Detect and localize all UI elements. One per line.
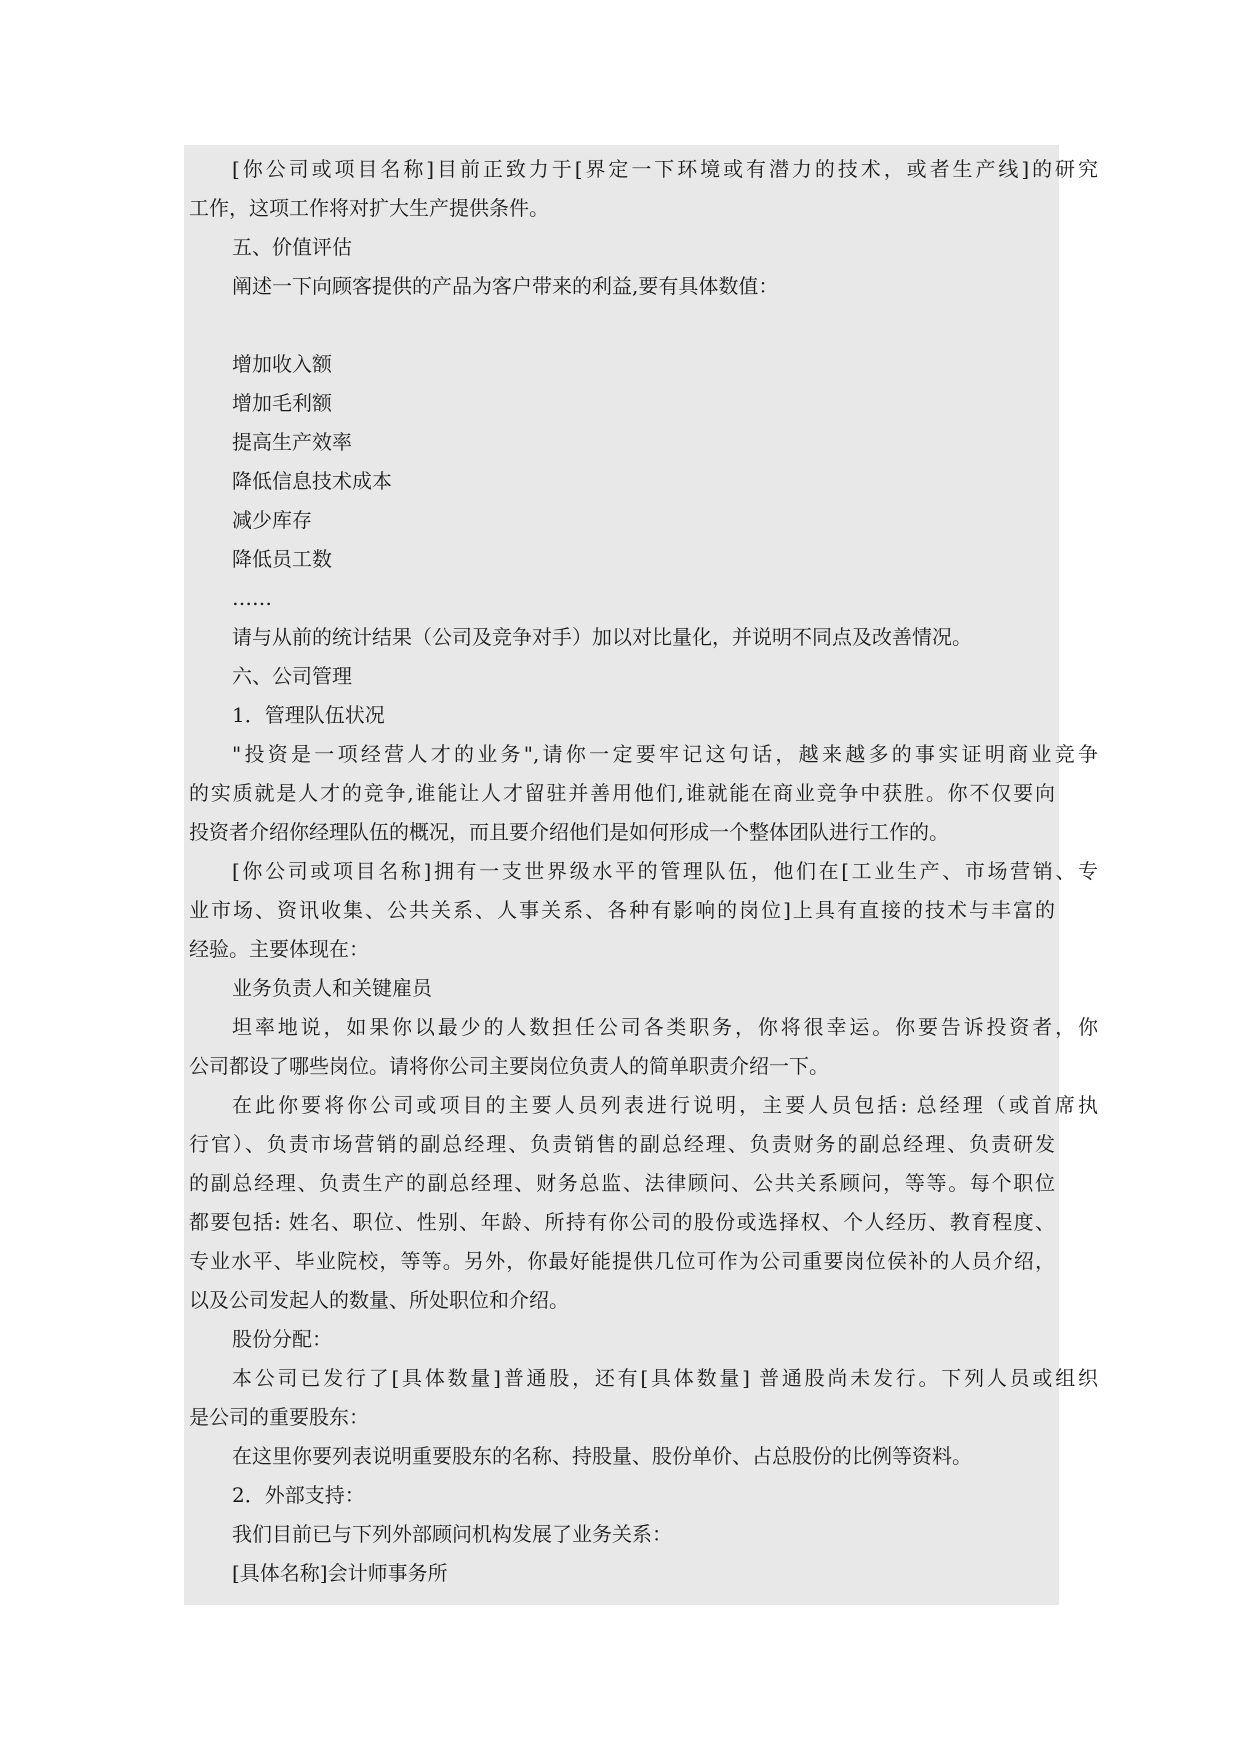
- text-line: 1．管理队伍状况: [232, 703, 385, 727]
- text-line: 业市场、资讯收集、公共关系、人事关系、各种有影响的岗位]上具有直接的技术与丰富的: [189, 898, 1055, 922]
- text-line: 本公司已发行了[具体数量]普通股，还有[具体数量] 普通股尚未发行。下列人员或组织: [232, 1366, 1098, 1390]
- text-line: ……: [232, 586, 272, 610]
- text-line: 经验。主要体现在：: [189, 937, 369, 961]
- text-line: [你公司或项目名称]拥有一支世界级水平的管理队伍，他们在[工业生产、市场营销、专: [232, 859, 1098, 883]
- text-line: 在这里你要列表说明重要股东的名称、持股量、股份单价、占总股份的比例等资料。: [232, 1444, 972, 1468]
- text-line: 公司都设了哪些岗位。请将你公司主要岗位负责人的简单职责介绍一下。: [189, 1054, 829, 1078]
- text-line: 的副总经理、负责生产的副总经理、财务总监、法律顾问、公共关系顾问，等等。每个职位: [189, 1171, 1055, 1195]
- text-line: 都要包括: 姓名、职位、性别、年龄、所持有你公司的股份或选择权、个人经历、教育程度、: [189, 1210, 1055, 1234]
- text-line: 业务负责人和关键雇员: [232, 976, 432, 1000]
- document-body: [189, 150, 1098, 1593]
- text-line: 我们目前已与下列外部顾问机构发展了业务关系：: [232, 1522, 672, 1546]
- text-line: 行官）、负责市场营销的副总经理、负责销售的副总经理、负责财务的副总经理、负责研发: [189, 1132, 1055, 1156]
- text-line: 请与从前的统计结果（公司及竞争对手）加以对比量化，并说明不同点及改善情况。: [232, 625, 972, 649]
- text-line: 降低信息技术成本: [232, 469, 392, 493]
- text-line: 提高生产效率: [232, 430, 352, 454]
- text-line: 坦率地说，如果你以最少的人数担任公司各类职务，你将很幸运。你要告诉投资者，你: [232, 1015, 1098, 1039]
- text-line: 的实质就是人才的竞争,谁能让人才留驻并善用他们,谁就能在商业竞争中获胜。你不仅要向: [189, 781, 1055, 805]
- text-line: 增加收入额: [232, 352, 332, 376]
- text-line: 是公司的重要股东：: [189, 1405, 369, 1429]
- text-line: 在此你要将你公司或项目的主要人员列表进行说明，主要人员包括: 总经理（或首席执: [232, 1093, 1098, 1117]
- text-line: "投资是一项经营人才的业务",请你一定要牢记这句话，越来越多的事实证明商业竞争: [232, 742, 1098, 766]
- text-line: [你公司或项目名称]目前正致力于[界定一下环境或有潜力的技术，或者生产线]的研究: [232, 157, 1098, 181]
- text-line: 降低员工数: [232, 547, 332, 571]
- text-line: 2．外部支持：: [232, 1483, 365, 1507]
- text-line: 以及公司发起人的数量、所处职位和介绍。: [189, 1288, 569, 1312]
- text-line: 阐述一下向顾客提供的产品为客户带来的利益,要有具体数值：: [232, 274, 779, 298]
- text-line: 专业水平、毕业院校，等等。另外，你最好能提供几位可作为公司重要岗位侯补的人员介绍，: [189, 1249, 1055, 1273]
- text-line: 股份分配：: [232, 1327, 332, 1351]
- text-line: 六、公司管理: [232, 664, 352, 688]
- text-line: 减少库存: [232, 508, 312, 532]
- text-line: 五、价值评估: [232, 235, 352, 259]
- text-line: 增加毛利额: [232, 391, 332, 415]
- text-line: 投资者介绍你经理队伍的概况，而且要介绍他们是如何形成一个整体团队进行工作的。: [189, 820, 949, 844]
- text-line: 工作，这项工作将对扩大生产提供条件。: [189, 196, 549, 220]
- blank-line: [189, 306, 1059, 345]
- text-line: [具体名称]会计师事务所: [232, 1561, 448, 1585]
